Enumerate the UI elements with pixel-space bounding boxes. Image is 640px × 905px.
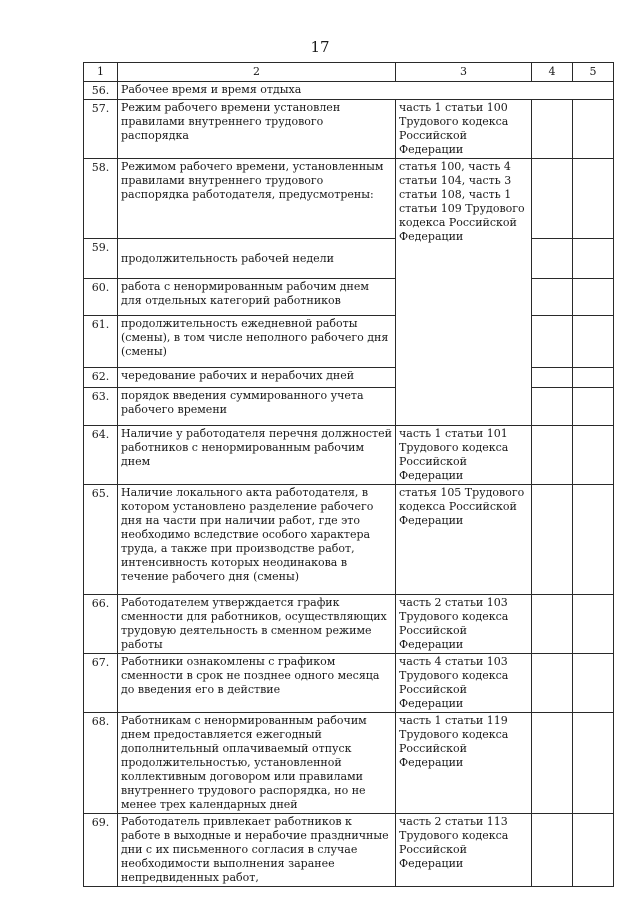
row-number: 58. — [84, 159, 118, 239]
page-number: 17 — [310, 38, 330, 56]
table-row — [84, 100, 614, 159]
note-cell — [573, 426, 614, 485]
row-number: 56. — [84, 82, 118, 100]
row-number: 67. — [84, 654, 118, 713]
note-cell — [573, 388, 614, 426]
requirement-text: Режимом рабочего времени, установленным правилами внутреннего трудового распорядка работодателя, предусмотрены: — [118, 159, 396, 239]
answer-cell — [532, 485, 573, 595]
requirement-text: чередование рабочих и нерабочих дней — [118, 368, 396, 388]
legal-reference: часть 2 статьи 103 Трудового кодекса Российской Федерации — [396, 595, 532, 654]
table-row — [84, 485, 614, 595]
table-row — [84, 368, 614, 388]
note-cell — [573, 279, 614, 316]
answer-cell — [532, 159, 573, 239]
requirement-text: Наличие у работодателя перечня должностей работников с ненормированным рабочим днем — [118, 426, 396, 485]
table-row — [84, 595, 614, 654]
row-number: 65. — [84, 485, 118, 595]
requirement-text: Наличие локального акта работодателя, в котором установлено разделение рабочего дня на части при наличии работ, где это необходимо вследствие особого характера труда, а также при производстве работ, интенсивность которых неодинакова в течение рабочего дня (смены) — [118, 485, 396, 595]
requirement-text: Работодатель привлекает работников к работе в выходные и нерабочие праздничные дни с их письменного согласия в случае необходимости выполнения заранее непредвиденных работ, — [118, 814, 396, 887]
section-title: Рабочее время и время отдыха — [118, 82, 614, 100]
requirement-text: Работники ознакомлены с графиком сменности в срок не позднее одного месяца до введения его в действие — [118, 654, 396, 713]
note-cell — [573, 713, 614, 814]
answer-cell — [532, 814, 573, 887]
note-cell — [573, 595, 614, 654]
answer-cell — [532, 713, 573, 814]
note-cell — [573, 239, 614, 279]
requirement-text: Работодателем утверждается график сменности для работников, осуществляющих трудовую деятельность в сменном режиме работы — [118, 595, 396, 654]
answer-cell — [532, 368, 573, 388]
answer-cell — [532, 426, 573, 485]
note-cell — [573, 368, 614, 388]
requirement-text: Режим рабочего времени установлен правилами внутреннего трудового распорядка — [118, 100, 396, 159]
legal-reference: часть 4 статьи 103 Трудового кодекса Российской Федерации — [396, 654, 532, 713]
legal-reference: статья 100, часть 4 статьи 104, часть 3 статьи 108, часть 1 статьи 109 Трудового кодекса Российской Федерации — [396, 159, 532, 426]
inspection-checklist-table — [83, 62, 614, 887]
answer-cell — [532, 279, 573, 316]
row-number: 57. — [84, 100, 118, 159]
row-number: 61. — [84, 316, 118, 368]
table-row — [84, 426, 614, 485]
section-row — [84, 82, 614, 100]
table-row — [84, 159, 614, 239]
note-cell — [573, 159, 614, 239]
row-number: 66. — [84, 595, 118, 654]
requirement-text: порядок введения суммированного учета рабочего времени — [118, 388, 396, 426]
header-col-4: 4 — [532, 63, 573, 82]
row-number: 68. — [84, 713, 118, 814]
note-cell — [573, 814, 614, 887]
row-number: 69. — [84, 814, 118, 887]
answer-cell — [532, 100, 573, 159]
note-cell — [573, 654, 614, 713]
requirement-text: продолжительность ежедневной работы (смены), в том числе неполного рабочего дня (смены) — [118, 316, 396, 368]
header-row — [84, 63, 614, 82]
answer-cell — [532, 239, 573, 279]
legal-reference: статья 105 Трудового кодекса Российской Федерации — [396, 485, 532, 595]
header-col-1: 1 — [84, 63, 118, 82]
row-number: 60. — [84, 279, 118, 316]
requirement-text: работа с ненормированным рабочим днем для отдельных категорий работников — [118, 279, 396, 316]
legal-reference: часть 1 статьи 119 Трудового кодекса Российской Федерации — [396, 713, 532, 814]
requirement-text: продолжительность рабочей недели — [118, 239, 396, 279]
note-cell — [573, 485, 614, 595]
table-row — [84, 388, 614, 426]
row-number: 63. — [84, 388, 118, 426]
header-col-3: 3 — [396, 63, 532, 82]
legal-reference: часть 1 статьи 100 Трудового кодекса Российской Федерации — [396, 100, 532, 159]
legal-reference: часть 2 статьи 113 Трудового кодекса Российской Федерации — [396, 814, 532, 887]
row-number: 62. — [84, 368, 118, 388]
header-col-5: 5 — [573, 63, 614, 82]
row-number: 59. — [84, 239, 118, 279]
answer-cell — [532, 595, 573, 654]
answer-cell — [532, 654, 573, 713]
answer-cell — [532, 388, 573, 426]
table-row — [84, 316, 614, 368]
note-cell — [573, 100, 614, 159]
requirement-text: Работникам с ненормированным рабочим днем предоставляется ежегодный дополнительный оплачиваемый отпуск продолжительностью, установленной коллективным договором или правилами внутреннего трудового распорядка, но не менее трех календарных дней — [118, 713, 396, 814]
row-number: 64. — [84, 426, 118, 485]
header-col-2: 2 — [118, 63, 396, 82]
note-cell — [573, 316, 614, 368]
table-row — [84, 654, 614, 713]
answer-cell — [532, 316, 573, 368]
table-row — [84, 239, 614, 279]
legal-reference: часть 1 статьи 101 Трудового кодекса Российской Федерации — [396, 426, 532, 485]
table-row — [84, 279, 614, 316]
table-row — [84, 713, 614, 814]
table-row — [84, 814, 614, 887]
